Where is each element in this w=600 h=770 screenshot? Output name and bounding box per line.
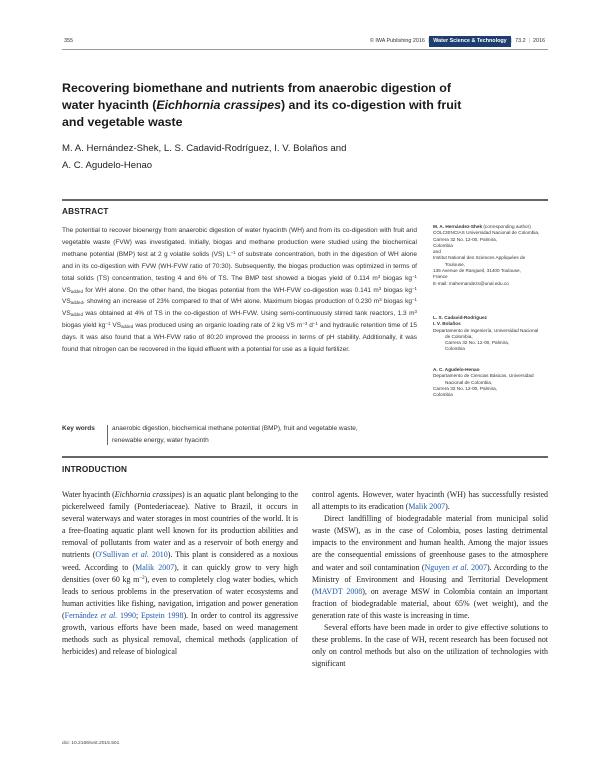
keywords-label: Key words: [62, 425, 95, 432]
header-divider: [62, 49, 548, 50]
doi: doi: 10.2166/wst.2015.501: [62, 741, 120, 746]
citation-malik-2[interactable]: Malik 2007: [408, 502, 446, 512]
abstract-heading: ABSTRACT: [62, 207, 109, 216]
affiliation-1: M. A. Hernández-Shek (corresponding author) COLCIENCIAS Universidad Nacional de Colombia, Carrera 32 No. 12-00, Palmira, Colombia and Institut National des Sciences Appliquées de Toulouse, 135 Avenue de Rangueil, 31400 Toulouse, France E-mail: mahernandezs@unal.edu.co: [433, 224, 540, 286]
volume: 73.2: [515, 38, 526, 44]
keywords-list: anaerobic digestion, biochemical methane potential (BMP), fruit and vegetable waste, renewable energy, water hyacinth: [112, 425, 358, 444]
journal-info: © IWA Publishing 2016 Water Science & Technology | 73.2 | 2016: [367, 36, 548, 47]
citation-fernandez[interactable]: Fernández et al. 1990: [64, 610, 136, 620]
article-title: Recovering biomethane and nutrients from anaerobic digestion of water hyacinth (Eichhornia crassipes) and its co-digestion with fruit and vegetable waste: [62, 81, 462, 129]
abstract-top-rule: [62, 199, 548, 201]
citation-nguyen[interactable]: Nguyen et al. 2007: [424, 562, 487, 572]
abstract-text: The potential to recover bioenergy from anaerobic digestion of water hyacinth (WH) and from its co-digestion with fruit and vegetable waste (FVW) was investigated. Initially, biogas and methane production were studied using the biochemical methane potential (BMP) test at 2 g volatile solids (VS) $L^{-1}$ of substrate concentration, both in the digestion of WH alone and in its co-digestion with FVW (WH-FVW ratio of 70:30). Subsequently, the biogas production was optimized in terms of total solids (TS) concentration, testing 4 and 6% of TS. The BMP test showed a biogas yield of 0.114 $m^3$ biogas $kg^{-1}$ $VS_{added}$ for WH alone. On the other hand, the biogas potential from the WH-FVW co-digestion was 0.141 $m^3$ biogas $kg^{-1}$ $VS_{added}$, showing an increase of 23% compared to that of WH alone. Maximum biogas production of 0.230 $m^3$ biogas $kg^{-1}$ $VS_{added}$ was obtained at 4% of TS in the co-digestion of WH-FVW. Using semi-continuously stirred tank reactors, 1.3 $m^3$ biogas yield $kg^{-1}$ $VS_{added}$ was produced using an organic loading rate of 2 kg VS $m^{-3}$ $d^{-1}$ and hydraulic retention time of 15 days. It was also found that a WH-FVW ratio of 80:20 improved the process in terms of pH stability. Additionally, it was found that nitrogen can be recovered in the liquid effluent with a potential for use as a liquid fertilizer.: [62, 227, 418, 354]
page-number: 355: [64, 38, 73, 44]
species-name: Eichhornia crassipes: [156, 98, 281, 112]
affiliation-2: L. S. Cadavid-Rodríguez I. V. Bolaños Departamento de Ingeniería, Universidad Nacional de Colombia, Carrera 32 No. 12-00, Palmira, Colombia: [433, 315, 539, 352]
year: 2016: [533, 38, 545, 44]
introduction-heading: INTRODUCTION: [62, 465, 128, 474]
author-list: M. A. Hernández-Shek, L. S. Cadavid-Rodríguez, I. V. Bolaños and A. C. Agudelo-Henao: [62, 143, 347, 171]
citation-malik[interactable]: Malik 2007: [135, 562, 175, 572]
journal-name: Water Science & Technology: [429, 36, 510, 47]
intro-column-left: Water hyacinth (Eichhornia crassipes) is an aquatic plant belonging to the pickerelweed family (Pontederiaceae). Native to Brazil, it occurs in several waterways and water storages in most countries of the world. It is a free-floating aquatic plant well known for its production abilities and removal of pollutants from water and as a reservoir of both energy and nutrients (O'Sullivan et al. 2010). This plant is considered as a noxious weed. According to (Malik 2007), it can quickly grow to very high densities (over 60 kg $m^{-2}$), even to completely clog water bodies, which leads to serious problems in the preservation of water ecosystems and human activities like fishing, navigation, irrigation and power generation (Fernández et al. 1990; Epstein 1998). In order to control its aggressive growth, various efforts have been made, based on weed management methods such as physical removal, chemical methods (application of herbicides) and release of biological: [62, 490, 299, 657]
affiliation-3: A. C. Agudelo-Henao Departamento de Ciencias Básicas, Universidad Nacional de Colombia, Carrera 32 No. 12-00, Palmira, Colombia: [433, 367, 534, 398]
citation-epstein[interactable]: Epstein 1998: [140, 610, 184, 620]
citation-mavdt[interactable]: MAVDT 2008: [314, 586, 363, 596]
intro-top-rule: [62, 456, 548, 458]
keywords: [62, 423, 417, 447]
running-header: [62, 36, 548, 48]
intro-column-right: control agents. However, water hyacinth (WH) has successfully resisted all attempts to its eradication (Malik 2007). Direct landfilling of biodegradable material from municipal solid waste (MSW), as in the case of Colombia, poses lasting detrimental impacts to the environment and human health. Among the major issues are the consequential emissions of greenhouse gases to the atmosphere and water and soil contamination (Nguyen et al. 2007). According to the Ministry of Environment and Housing and Territorial Development (MAVDT 2008), on average MSW in Colombia contain an important fraction of biodegradable material, about 65% (wet weight), and the generation rate of this waste is increasing in time. Several efforts have been made in order to give effective solutions to these problems. In the case of WH, recent research has been focused not only on control methods but also on the utilization of technologies with significant: [312, 490, 549, 669]
copyright: © IWA Publishing 2016: [369, 38, 425, 44]
citation-osullivan[interactable]: O'Sullivan et al. 2010: [95, 550, 168, 560]
